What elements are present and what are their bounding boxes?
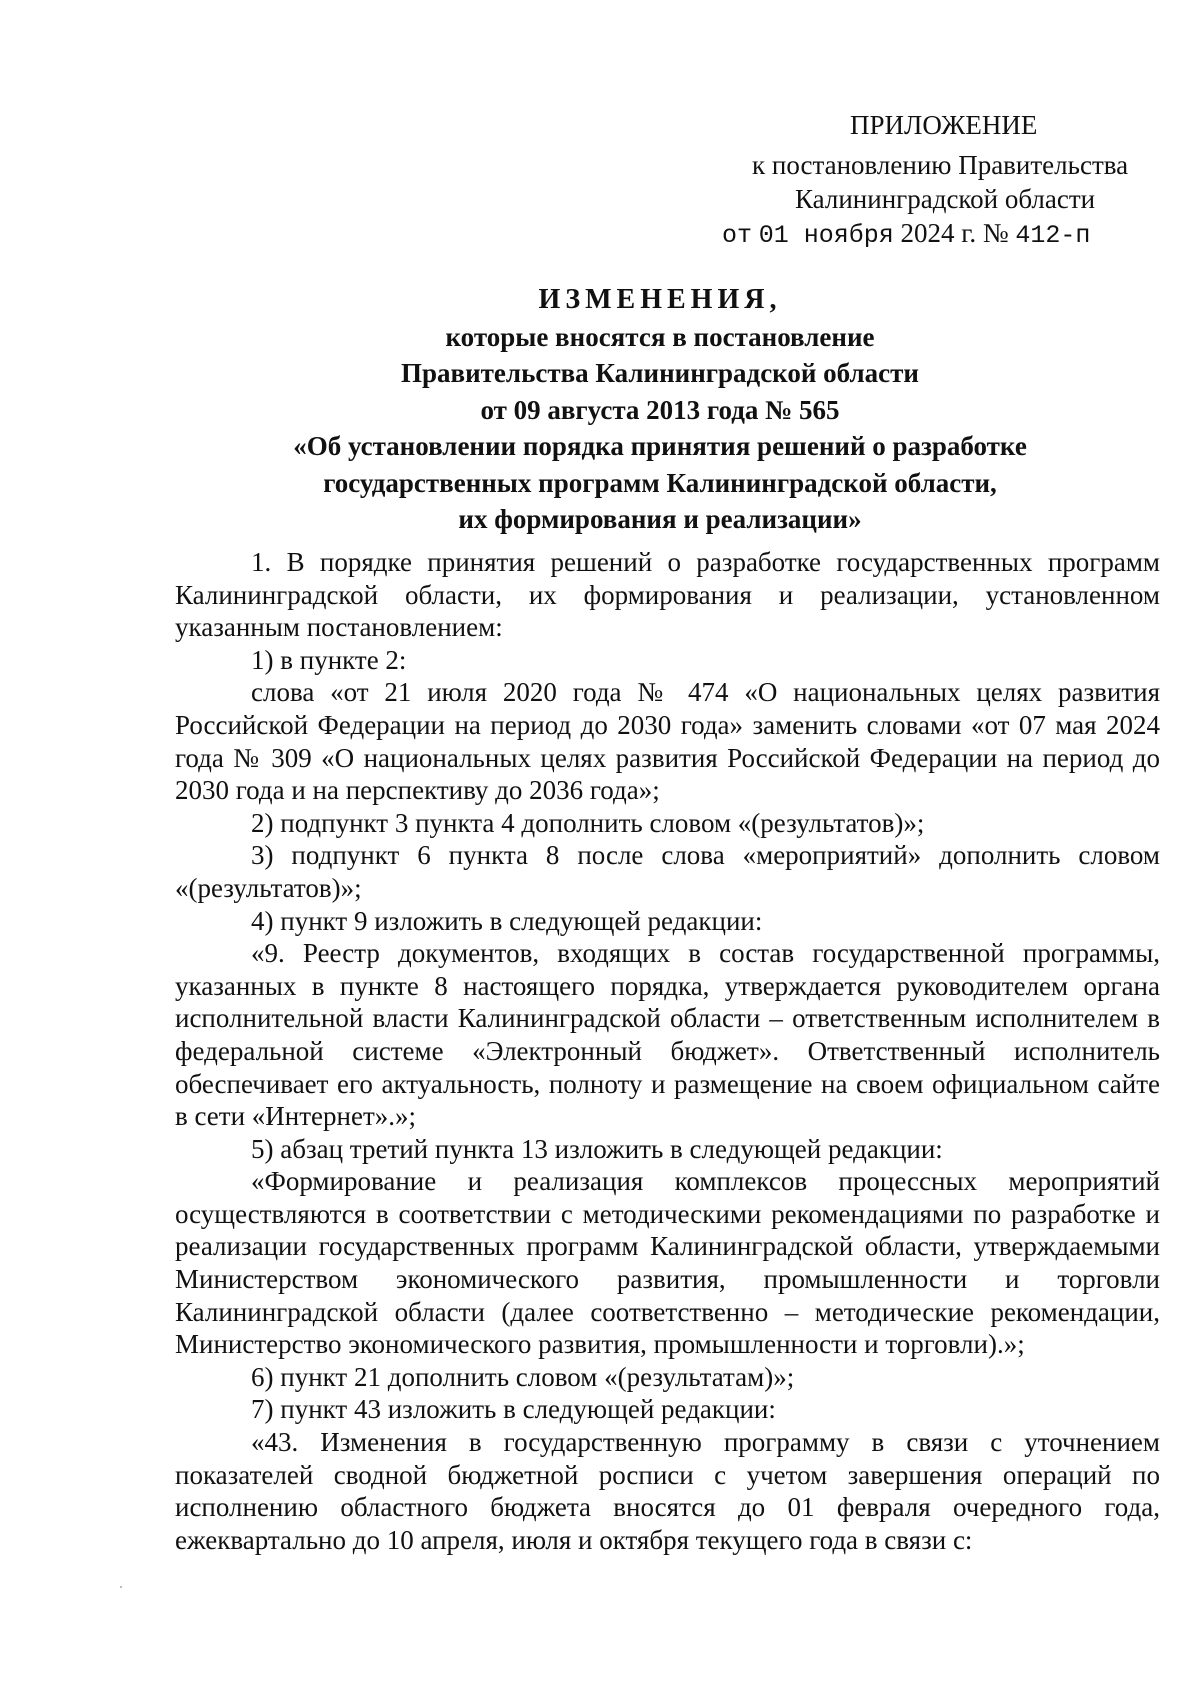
paragraph-12: «43. Изменения в государственную программу в связи с уточнением показателей сводной бюджетной росписи с учетом завершения операций по исполнению областного бюджета вносятся до 01 февраля очередного года, ежеквартально до 10 апреля, июля и октября текущего года в связи с: [175, 1427, 1160, 1555]
paragraph-8: 5) абзац третий пункта 13 изложить в следующей редакции: [251, 1133, 943, 1164]
paragraph-2: 1) в пункте 2: [251, 644, 407, 675]
heading-line-4: «Об установлении порядка принятия решений о разработке [293, 431, 1027, 461]
heading-line-5: государственных программ Калининградской области, [323, 467, 997, 498]
document-heading [160, 282, 1160, 538]
date-year: 2024 г. [900, 218, 977, 248]
paragraph-10: 6) пункт 21 дополнить словом «(результатам)»; [251, 1361, 795, 1392]
heading-line-2: Правительства Калининградской области [401, 358, 919, 388]
heading-title: ИЗМЕНЕНИЯ, [538, 284, 782, 315]
paragraph-4: 2) подпункт 3 пункта 4 дополнить словом «(результатов)»; [251, 807, 925, 838]
heading-line-3: от 09 августа 2013 года № 565 [480, 394, 840, 425]
paragraph-6: 4) пункт 9 изложить в следующей редакции: [251, 905, 763, 936]
paragraph-3: слова «от 21 июля 2020 года № 474 «О национальных целях развития Российской Федерации на период до 2030 года» заменить словами «от 07 мая 2024 года № 309 «О национальных целях развития Российской Федерации на период до 2030 года и на перспективу до 2036 года»; [175, 677, 1160, 806]
appendix-line-region: Калининградской области [795, 184, 1096, 214]
paragraph-7: «9. Реестр документов, входящих в состав государственной программы, указанных в пункте 8 настоящего порядка, утверждается руководителем органа исполнительной власти Калининградской области – ответственным исполнителем в федеральной системе «Электронный бюджет». Ответственный исполнитель обеспечивает его актуальность, полноту и размещение на своем официальном сайте в сети «Интернет».»; [175, 938, 1160, 1132]
heading-line-6: их формирования и реализации» [458, 504, 862, 534]
date-prefix: от [722, 221, 753, 250]
paragraph-5: 3) подпункт 6 пункта 8 после слова «мероприятий» дополнить словом «(результатов)»; [175, 840, 1160, 903]
scan-speck [120, 1586, 122, 1588]
appendix-date-line [722, 218, 1090, 250]
number-sign: № [982, 218, 1009, 248]
appendix-line-resolution: к постановлению Правительства [752, 150, 1129, 180]
paragraph-1: 1. В порядке принятия решений о разработке государственных программ Калининградской области, их формирования и реализации, установленном указанным постановлением: [175, 547, 1160, 643]
heading-line-1: которые вносятся в постановление [445, 321, 875, 352]
date-handwritten: 01 ноября [758, 221, 894, 250]
document-number: 412-п [1015, 221, 1091, 250]
document-body [175, 546, 1160, 1556]
paragraph-9: «Формирование и реализация комплексов процессных мероприятий осуществляются в соответствии с методическими рекомендациями по разработке и реализации государственных программ Калининградской области, утверждаемыми Министерством экономического развития, промышленности и торговли Калининградской области (далее соответственно – методические рекомендации, Министерство экономического развития, промышленности и торговли).»; [175, 1166, 1160, 1360]
paragraph-11: 7) пункт 43 изложить в следующей редакции: [251, 1394, 776, 1425]
appendix-title: ПРИЛОЖЕНИЕ [850, 110, 1038, 140]
